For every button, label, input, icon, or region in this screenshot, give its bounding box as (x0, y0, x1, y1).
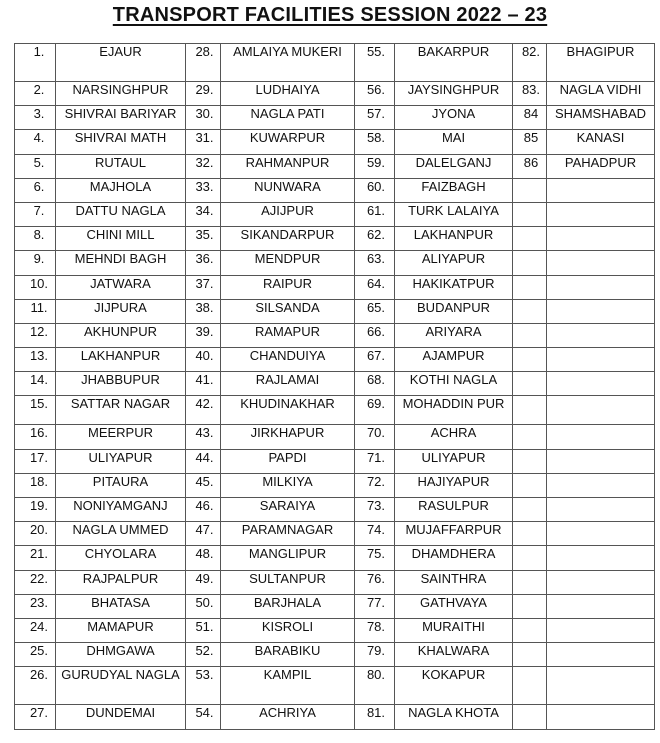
serial-number-cell: 64. (355, 275, 395, 299)
place-name-cell: DALELGANJ (395, 154, 513, 178)
table-row (15, 546, 655, 570)
place-name-cell: ALIYAPUR (395, 251, 513, 275)
serial-number-cell: 58. (355, 130, 395, 154)
serial-number-cell: 78. (355, 618, 395, 642)
place-name-cell: MAI (395, 130, 513, 154)
place-name-cell: CHYOLARA (56, 546, 186, 570)
serial-number-cell: 74. (355, 522, 395, 546)
serial-number-cell: 73. (355, 498, 395, 522)
page-title-text: TRANSPORT FACILITIES SESSION 2022 – 23 (112, 4, 548, 26)
serial-number-cell (513, 396, 547, 425)
serial-number-cell: 53. (186, 667, 221, 705)
place-name-cell: JIJPURA (56, 299, 186, 323)
serial-number-cell (513, 425, 547, 449)
place-name-cell: KAMPIL (221, 667, 355, 705)
serial-number-cell: 52. (186, 643, 221, 667)
place-name-cell: FAIZBAGH (395, 178, 513, 202)
serial-number-cell: 33. (186, 178, 221, 202)
serial-number-cell: 84 (513, 106, 547, 130)
serial-number-cell: 22. (15, 570, 56, 594)
serial-number-cell: 3. (15, 106, 56, 130)
serial-number-cell: 25. (15, 643, 56, 667)
place-name-cell: KUWARPUR (221, 130, 355, 154)
serial-number-cell: 18. (15, 473, 56, 497)
serial-number-cell: 38. (186, 299, 221, 323)
serial-number-cell (513, 473, 547, 497)
table-row (15, 522, 655, 546)
place-name-cell (547, 449, 655, 473)
place-name-cell: MENDPUR (221, 251, 355, 275)
place-name-cell: BUDANPUR (395, 299, 513, 323)
serial-number-cell: 43. (186, 425, 221, 449)
place-name-cell: SARAIYA (221, 498, 355, 522)
serial-number-cell: 62. (355, 227, 395, 251)
serial-number-cell (513, 178, 547, 202)
table-row (15, 154, 655, 178)
place-name-cell (547, 299, 655, 323)
serial-number-cell: 61. (355, 202, 395, 226)
place-name-cell: RUTAUL (56, 154, 186, 178)
serial-number-cell: 30. (186, 106, 221, 130)
serial-number-cell: 80. (355, 667, 395, 705)
place-name-cell: KHUDINAKHAR (221, 396, 355, 425)
place-name-cell: NAGLA PATI (221, 106, 355, 130)
serial-number-cell: 57. (355, 106, 395, 130)
place-name-cell (547, 202, 655, 226)
place-name-cell (547, 227, 655, 251)
place-name-cell: PAPDI (221, 449, 355, 473)
place-name-cell: ACHRIYA (221, 705, 355, 729)
place-name-cell: KANASI (547, 130, 655, 154)
table-row (15, 130, 655, 154)
serial-number-cell: 59. (355, 154, 395, 178)
serial-number-cell: 1. (15, 44, 56, 82)
serial-number-cell: 36. (186, 251, 221, 275)
place-name-cell: SHIVRAI BARIYAR (56, 106, 186, 130)
place-name-cell (547, 425, 655, 449)
table-row (15, 202, 655, 226)
place-name-cell: RAMAPUR (221, 323, 355, 347)
place-name-cell: HAJIYAPUR (395, 473, 513, 497)
place-name-cell: PAHADPUR (547, 154, 655, 178)
place-name-cell (547, 667, 655, 705)
serial-number-cell: 5. (15, 154, 56, 178)
place-name-cell: DHAMDHERA (395, 546, 513, 570)
table-row (15, 227, 655, 251)
serial-number-cell: 14. (15, 372, 56, 396)
table-row (15, 449, 655, 473)
place-name-cell: MUJAFFARPUR (395, 522, 513, 546)
serial-number-cell: 21. (15, 546, 56, 570)
place-name-cell: JATWARA (56, 275, 186, 299)
place-name-cell: JAYSINGHPUR (395, 82, 513, 106)
serial-number-cell: 12. (15, 323, 56, 347)
serial-number-cell (513, 299, 547, 323)
serial-number-cell: 10. (15, 275, 56, 299)
place-name-cell: ARIYARA (395, 323, 513, 347)
place-name-cell: AJAMPUR (395, 348, 513, 372)
place-name-cell (547, 498, 655, 522)
serial-number-cell (513, 449, 547, 473)
place-name-cell: RAJLAMAI (221, 372, 355, 396)
place-name-cell: MAJHOLA (56, 178, 186, 202)
serial-number-cell: 41. (186, 372, 221, 396)
table-row (15, 667, 655, 705)
place-name-cell (547, 546, 655, 570)
place-name-cell: KHALWARA (395, 643, 513, 667)
serial-number-cell: 63. (355, 251, 395, 275)
place-name-cell: RASULPUR (395, 498, 513, 522)
serial-number-cell: 86 (513, 154, 547, 178)
place-name-cell: MANGLIPUR (221, 546, 355, 570)
place-name-cell (547, 348, 655, 372)
serial-number-cell: 68. (355, 372, 395, 396)
serial-number-cell: 54. (186, 705, 221, 729)
serial-number-cell (513, 227, 547, 251)
table-row (15, 106, 655, 130)
place-name-cell: EJAUR (56, 44, 186, 82)
serial-number-cell: 50. (186, 594, 221, 618)
table-row (15, 372, 655, 396)
serial-number-cell (513, 251, 547, 275)
place-name-cell (547, 396, 655, 425)
serial-number-cell: 37. (186, 275, 221, 299)
table-row (15, 82, 655, 106)
place-name-cell: AMLAIYA MUKERI (221, 44, 355, 82)
serial-number-cell (513, 594, 547, 618)
place-name-cell: CHINI MILL (56, 227, 186, 251)
place-name-cell: PARAMNAGAR (221, 522, 355, 546)
serial-number-cell: 72. (355, 473, 395, 497)
transport-places-table (14, 43, 655, 730)
place-name-cell: JIRKHAPUR (221, 425, 355, 449)
place-name-cell: BARABIKU (221, 643, 355, 667)
serial-number-cell: 9. (15, 251, 56, 275)
place-name-cell: ULIYAPUR (56, 449, 186, 473)
serial-number-cell: 70. (355, 425, 395, 449)
table-row (15, 425, 655, 449)
serial-number-cell (513, 498, 547, 522)
serial-number-cell: 7. (15, 202, 56, 226)
serial-number-cell: 11. (15, 299, 56, 323)
place-name-cell: CHANDUIYA (221, 348, 355, 372)
place-name-cell: RAHMANPUR (221, 154, 355, 178)
place-name-cell: NONIYAMGANJ (56, 498, 186, 522)
place-name-cell: MEHNDI BAGH (56, 251, 186, 275)
place-name-cell: NAGLA KHOTA (395, 705, 513, 729)
serial-number-cell: 34. (186, 202, 221, 226)
place-name-cell: MILKIYA (221, 473, 355, 497)
table-row (15, 473, 655, 497)
table-row (15, 323, 655, 347)
serial-number-cell: 32. (186, 154, 221, 178)
serial-number-cell (513, 618, 547, 642)
serial-number-cell: 65. (355, 299, 395, 323)
serial-number-cell: 75. (355, 546, 395, 570)
table-row (15, 498, 655, 522)
serial-number-cell: 77. (355, 594, 395, 618)
place-name-cell (547, 178, 655, 202)
place-name-cell: LUDHAIYA (221, 82, 355, 106)
serial-number-cell: 26. (15, 667, 56, 705)
table-row (15, 396, 655, 425)
serial-number-cell: 69. (355, 396, 395, 425)
table-row (15, 275, 655, 299)
serial-number-cell: 82. (513, 44, 547, 82)
serial-number-cell (513, 348, 547, 372)
table-row (15, 618, 655, 642)
serial-number-cell: 17. (15, 449, 56, 473)
serial-number-cell: 55. (355, 44, 395, 82)
serial-number-cell: 31. (186, 130, 221, 154)
place-name-cell: AJIJPUR (221, 202, 355, 226)
serial-number-cell: 71. (355, 449, 395, 473)
serial-number-cell (513, 275, 547, 299)
place-name-cell: KOKAPUR (395, 667, 513, 705)
place-name-cell (547, 594, 655, 618)
place-name-cell: BARJHALA (221, 594, 355, 618)
place-name-cell: LAKHANPUR (56, 348, 186, 372)
serial-number-cell: 60. (355, 178, 395, 202)
serial-number-cell: 85 (513, 130, 547, 154)
place-name-cell: KOTHI NAGLA (395, 372, 513, 396)
place-name-cell: HAKIKATPUR (395, 275, 513, 299)
place-name-cell: SATTAR NAGAR (56, 396, 186, 425)
place-name-cell: AKHUNPUR (56, 323, 186, 347)
place-name-cell (547, 570, 655, 594)
serial-number-cell: 28. (186, 44, 221, 82)
serial-number-cell: 35. (186, 227, 221, 251)
place-name-cell: NARSINGHPUR (56, 82, 186, 106)
serial-number-cell: 2. (15, 82, 56, 106)
serial-number-cell: 47. (186, 522, 221, 546)
serial-number-cell (513, 546, 547, 570)
place-name-cell (547, 643, 655, 667)
place-name-cell: DATTU NAGLA (56, 202, 186, 226)
serial-number-cell: 27. (15, 705, 56, 729)
serial-number-cell: 67. (355, 348, 395, 372)
place-name-cell: SAINTHRA (395, 570, 513, 594)
table-row (15, 299, 655, 323)
place-name-cell: NUNWARA (221, 178, 355, 202)
serial-number-cell (513, 202, 547, 226)
place-name-cell: SHAMSHABAD (547, 106, 655, 130)
place-name-cell: GURUDYAL NAGLA (56, 667, 186, 705)
serial-number-cell: 19. (15, 498, 56, 522)
table-row (15, 44, 655, 82)
place-name-cell: TURK LALAIYA (395, 202, 513, 226)
place-name-cell: RAIPUR (221, 275, 355, 299)
serial-number-cell (513, 522, 547, 546)
table-body (15, 44, 655, 730)
place-name-cell (547, 522, 655, 546)
place-name-cell: SHIVRAI MATH (56, 130, 186, 154)
table-row (15, 570, 655, 594)
serial-number-cell: 51. (186, 618, 221, 642)
place-name-cell: SULTANPUR (221, 570, 355, 594)
table-row (15, 643, 655, 667)
place-name-cell (547, 705, 655, 729)
place-name-cell: NAGLA VIDHI (547, 82, 655, 106)
place-name-cell: PITAURA (56, 473, 186, 497)
place-name-cell: KISROLI (221, 618, 355, 642)
serial-number-cell: 23. (15, 594, 56, 618)
place-name-cell: BAKARPUR (395, 44, 513, 82)
place-name-cell (547, 275, 655, 299)
serial-number-cell: 48. (186, 546, 221, 570)
serial-number-cell: 83. (513, 82, 547, 106)
serial-number-cell (513, 323, 547, 347)
table-row (15, 251, 655, 275)
serial-number-cell (513, 372, 547, 396)
table-row (15, 705, 655, 729)
place-name-cell: RAJPALPUR (56, 570, 186, 594)
table-row (15, 348, 655, 372)
place-name-cell (547, 251, 655, 275)
serial-number-cell: 66. (355, 323, 395, 347)
place-name-cell (547, 372, 655, 396)
serial-number-cell: 13. (15, 348, 56, 372)
serial-number-cell: 45. (186, 473, 221, 497)
serial-number-cell: 20. (15, 522, 56, 546)
place-name-cell: MEERPUR (56, 425, 186, 449)
serial-number-cell: 40. (186, 348, 221, 372)
place-name-cell: BHATASA (56, 594, 186, 618)
place-name-cell: JYONA (395, 106, 513, 130)
place-name-cell: DUNDEMAI (56, 705, 186, 729)
place-name-cell (547, 323, 655, 347)
serial-number-cell: 6. (15, 178, 56, 202)
serial-number-cell: 56. (355, 82, 395, 106)
place-name-cell (547, 473, 655, 497)
serial-number-cell: 8. (15, 227, 56, 251)
serial-number-cell: 46. (186, 498, 221, 522)
serial-number-cell: 24. (15, 618, 56, 642)
serial-number-cell: 16. (15, 425, 56, 449)
place-name-cell: ACHRA (395, 425, 513, 449)
place-name-cell: DHMGAWA (56, 643, 186, 667)
serial-number-cell (513, 570, 547, 594)
place-name-cell: SILSANDA (221, 299, 355, 323)
place-name-cell: GATHVAYA (395, 594, 513, 618)
serial-number-cell: 42. (186, 396, 221, 425)
serial-number-cell (513, 705, 547, 729)
serial-number-cell: 79. (355, 643, 395, 667)
place-name-cell: BHAGIPUR (547, 44, 655, 82)
place-name-cell: JHABBUPUR (56, 372, 186, 396)
place-name-cell (547, 618, 655, 642)
serial-number-cell: 4. (15, 130, 56, 154)
serial-number-cell: 76. (355, 570, 395, 594)
table-row (15, 594, 655, 618)
place-name-cell: SIKANDARPUR (221, 227, 355, 251)
serial-number-cell: 15. (15, 396, 56, 425)
serial-number-cell: 49. (186, 570, 221, 594)
page-title (0, 4, 660, 27)
place-name-cell: NAGLA UMMED (56, 522, 186, 546)
serial-number-cell (513, 667, 547, 705)
place-name-cell: LAKHANPUR (395, 227, 513, 251)
table-row (15, 178, 655, 202)
place-name-cell: ULIYAPUR (395, 449, 513, 473)
serial-number-cell: 44. (186, 449, 221, 473)
serial-number-cell: 81. (355, 705, 395, 729)
serial-number-cell (513, 643, 547, 667)
place-name-cell: MOHADDIN PUR (395, 396, 513, 425)
place-name-cell: MAMAPUR (56, 618, 186, 642)
serial-number-cell: 29. (186, 82, 221, 106)
place-name-cell: MURAITHI (395, 618, 513, 642)
serial-number-cell: 39. (186, 323, 221, 347)
